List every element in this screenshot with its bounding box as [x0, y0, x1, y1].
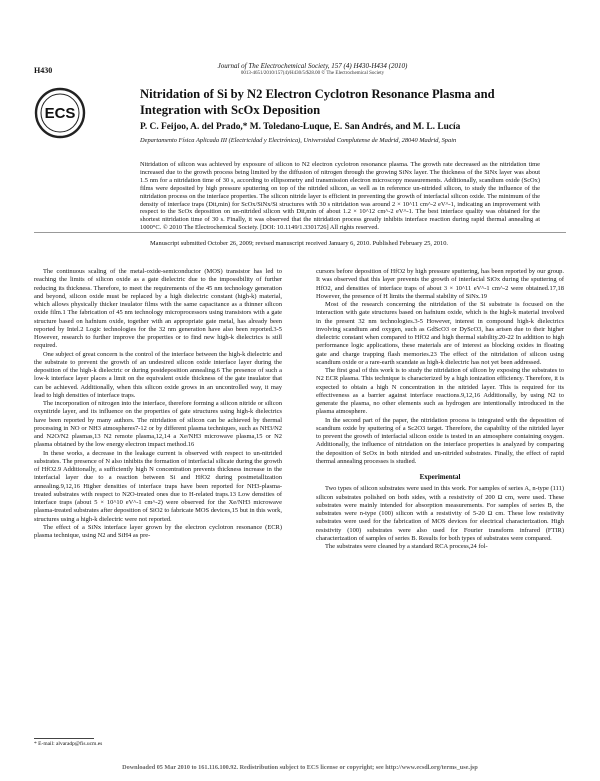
page-number: H430 [34, 66, 53, 75]
journal-citation: Journal of The Electrochemical Society, 157 (4) H430-H434 (2010) [217, 62, 408, 70]
paragraph: Most of the research concerning the nitridation of the Si substrate is focused on the interaction with gate structures based on hafnium oxide, which is the high-k material involved in the present 32 nm technologies.3-5 However, interest in compound high-k dielectrics involving scandium and oxygen, such as GdScO3 or DyScO3, has arisen due to their higher dielectric constant when compared to HfO2 and high thermal stability.20-22 In addition to high performance logic applications, these materials are of interest as blocking oxides in floating gate and charge trapping flash memories.23 The effect of the nitridation of silicon using scandium oxide or a rare-earth scandate as high-k dielectric has not yet been addressed. [316, 301, 564, 366]
paragraph: The substrates were cleaned by a standard RCA process,24 fol- [325, 543, 488, 550]
paragraph: The effect of a SiNx interface layer grown by the electron cyclotron resonance (ECR) plasma technique, using N2 and SiH4 as pre- [34, 523, 282, 539]
section-heading: Experimental [419, 473, 461, 481]
paragraph: The first goal of this work is to study the nitridation of silicon by exposing the substrates to N2 ECR plasma. This technique is characterized by a high ionization efficiency. Therefore, it is expected to obtain a high N concentration in the nitrided layer. This is required for its effectiveness as a barrier against interface reactions.9,12,16 Additionally, by using N2 to generate the plasma, no other elements such as hydrogen are intentionally introduced in the plasma atmosphere. [316, 367, 564, 416]
article-title: Nitridation of Si by N2 Electron Cyclotron Resonance Plasma and Integration with ScOx Deposition [140, 87, 495, 117]
affiliation: Departamento Física Aplicada III (Electricidad y Electrónica), Universidad Complutense de Madrid, 28040 Madrid, Spain [140, 137, 457, 144]
divider [34, 232, 566, 233]
paragraph: In these works, a decrease in the leakage current is observed with respect to un-nitrided substrates. The presence of N also inhibits the formation of interfacial silicate during the growth of HfO2.9 Additionally, a sufficiently high N concentration prevents thickness increase in the interfacial layer due to a reaction between Si and HfO2 during postmetallization annealing.9,12,16 Higher densities of interface traps have been reported for NH3-plasma-treated substrates with respect to N2O-treated ones due to H-related traps.13 Low densities of interface traps (about 5 × 10^10 eV^-1 cm^-2) were observed for the Xe/NH3 microwave plasma-treated substrates after deposition of SiO2 to fabricate MOS devices,15 but in this work, structures using a high-k dielectric were not reported. [34, 449, 282, 523]
copyright: © 2010 The Electrochemical Society. [DOI: 10.1149/1.3301726] All rights reserved. [162, 224, 379, 232]
download-notice: Downloaded 05 Mar 2010 to 161.116.100.92. Redistribution subject to ECS license or copyright; see http://www.ecsdl.org/terms_use.jsp [122, 764, 478, 771]
left-column [34, 268, 282, 540]
paragraph: One subject of great concern is the control of the interface between the high-k dielectric and the substrate to prevent the growth of an undesired silicon oxide interface layer during the deposition of the high-k dielectric or during postdeposition annealing.6 The presence of such a low-k interface layer places a limit on the equivalent oxide thickness of the gate insulator that can be achieved. Additionally, when this silicon oxide grows in an uncontrolled way, it may lead to high densities of interface traps. [34, 350, 282, 399]
ecs-logo [34, 87, 86, 139]
issn-line: 0013-4651/2010/157(4)/H430/5/$28.00 © The Electrochemical Society [240, 71, 385, 76]
footnote-rule [34, 738, 94, 739]
right-column [316, 268, 564, 551]
manuscript-info: Manuscript submitted October 26, 2009; revised manuscript received January 6, 2010. Published February 25, 2010. [150, 240, 448, 247]
paragraph: In the second part of the paper, the nitridation process is integrated with the deposition of scandium oxide by sputtering of a Sc2O3 target. Therefore, the capability of the nitrided layer to prevent the growth of interfacial silicon oxide is tested in an atmosphere containing oxygen. Additionally, the influence of nitridation on the interface properties is analyzed by comparing the deposition of ScOx in both nitrided and un-nitrided substrates. Finally, the effect of rapid thermal annealing processes is studied. [316, 416, 564, 465]
paragraph: The continuous scaling of the metal-oxide-semiconductor (MOS) transistor has led to reaching the limits of silicon oxide as a gate dielectric due to the impossibility of further reducing its thickness. Therefore, to meet the requirements of the 45 nm technology generation and beyond, silicon oxide must be replaced by a high dielectric constant (high-k) material, which allows physically thicker insulator films with the same capacitance as a thinner silicon oxide film.1 The fabrication of 45 nm technology microprocessors using transistors with a gate structure based on hafnium oxide, together with an appropriate gate metal, has already been reported by Intel.2 Logic technologies for the 32 nm generation have also been reported.3-5 However, research to further improve the properties or to find new high-k dielectrics is still required. [34, 268, 282, 350]
abstract-text: Nitridation of silicon was achieved by exposure of silicon to N2 electron cyclotron resonance plasma. The growth rate decreased as the nitridation time increased due to the growth process being limited by the diffusion of nitrogen through the growing SiNx layer. The thickness of the SiNx layer was about 1.5 nm for a nitridation time of 30 s, according to ellipsometry and transmission electron microscopy measurements. Additionally, scandium oxide (ScOx) films were deposited by high pressure sputtering on top of the nitrided silicon, as well as in reference un-nitrided silicon, to study the influence of the nitridation process on the interface properties. The silicon nitride layer is efficient in preventing the growth of interfacial silicon oxide. The minimum of the density of interface traps (Dit,min) for ScOx/SiNx/Si structures with 30 s nitridation was around 2 × 10^11 cm^-2 eV^-1, indicating an improvement with respect to the ScOx deposition on un-nitrided silicon with Dit,min of about 1.2 × 10^12 cm^-2 eV^-1. The best interface quality was obtained for the shortest nitridation time of 30 s. Finally, it was observed that the nitridation process greatly inhibits interface reaction during rapid thermal annealing at 1000°C. [140, 161, 540, 232]
paragraph: Two types of silicon substrates were used in this work. For samples of series A, n-type (111) silicon substrates polished on both sides, with a resistivity of 200 Ω cm, were used. These substrates were mainly intended for absorption measurements. For samples of series B, the substrates were n-type (100) silicon with a resistivity of 5-20 Ω cm. These low resistivity substrates were used for the fabrication of MOS devices for electrical characterization. High resistivity (100) substrates were also used for Fourier transform infrared (FTIR) characterization of samples of series B. Results for both types of substrates were compared. [316, 485, 564, 542]
paragraph: The incorporation of nitrogen into the interface, therefore forming a silicon nitride or silicon oxynitride layer, and its influence on the properties of gate structures using high-k dielectrics have been reported by many authors. The nitridation of silicon can be achieved by thermal processing in NO or NH3 atmospheres7-12 or by different plasma techniques, such as NH3/N2 and N2O/N2 plasmas,13 N2 remote plasma,12,14 a Xe/NH3 microwave plasma,15 or N2 plasma obtained by the low energy electron impact method.16 [34, 400, 282, 449]
logo-text: ECS [44, 105, 76, 122]
authors: P. C. Feijoo, A. del Prado,* M. Toledano-Luque, E. San Andrés, and M. L. Lucía [140, 122, 461, 132]
paragraph: cursors before deposition of HfO2 by high pressure sputtering, has been reported by our group. It was observed that this layer prevents the growth of interfacial SiOx during the sputtering of HfO2, and densities of interface traps of about 3 × 10^11 eV^-1 cm^-2 were obtained.17,18 However, the presence of H limits the thermal stability of SiNx.19 [316, 268, 564, 300]
footnote: * E-mail: alvaradp@fis.ucm.es [34, 741, 103, 747]
abstract [140, 161, 540, 232]
